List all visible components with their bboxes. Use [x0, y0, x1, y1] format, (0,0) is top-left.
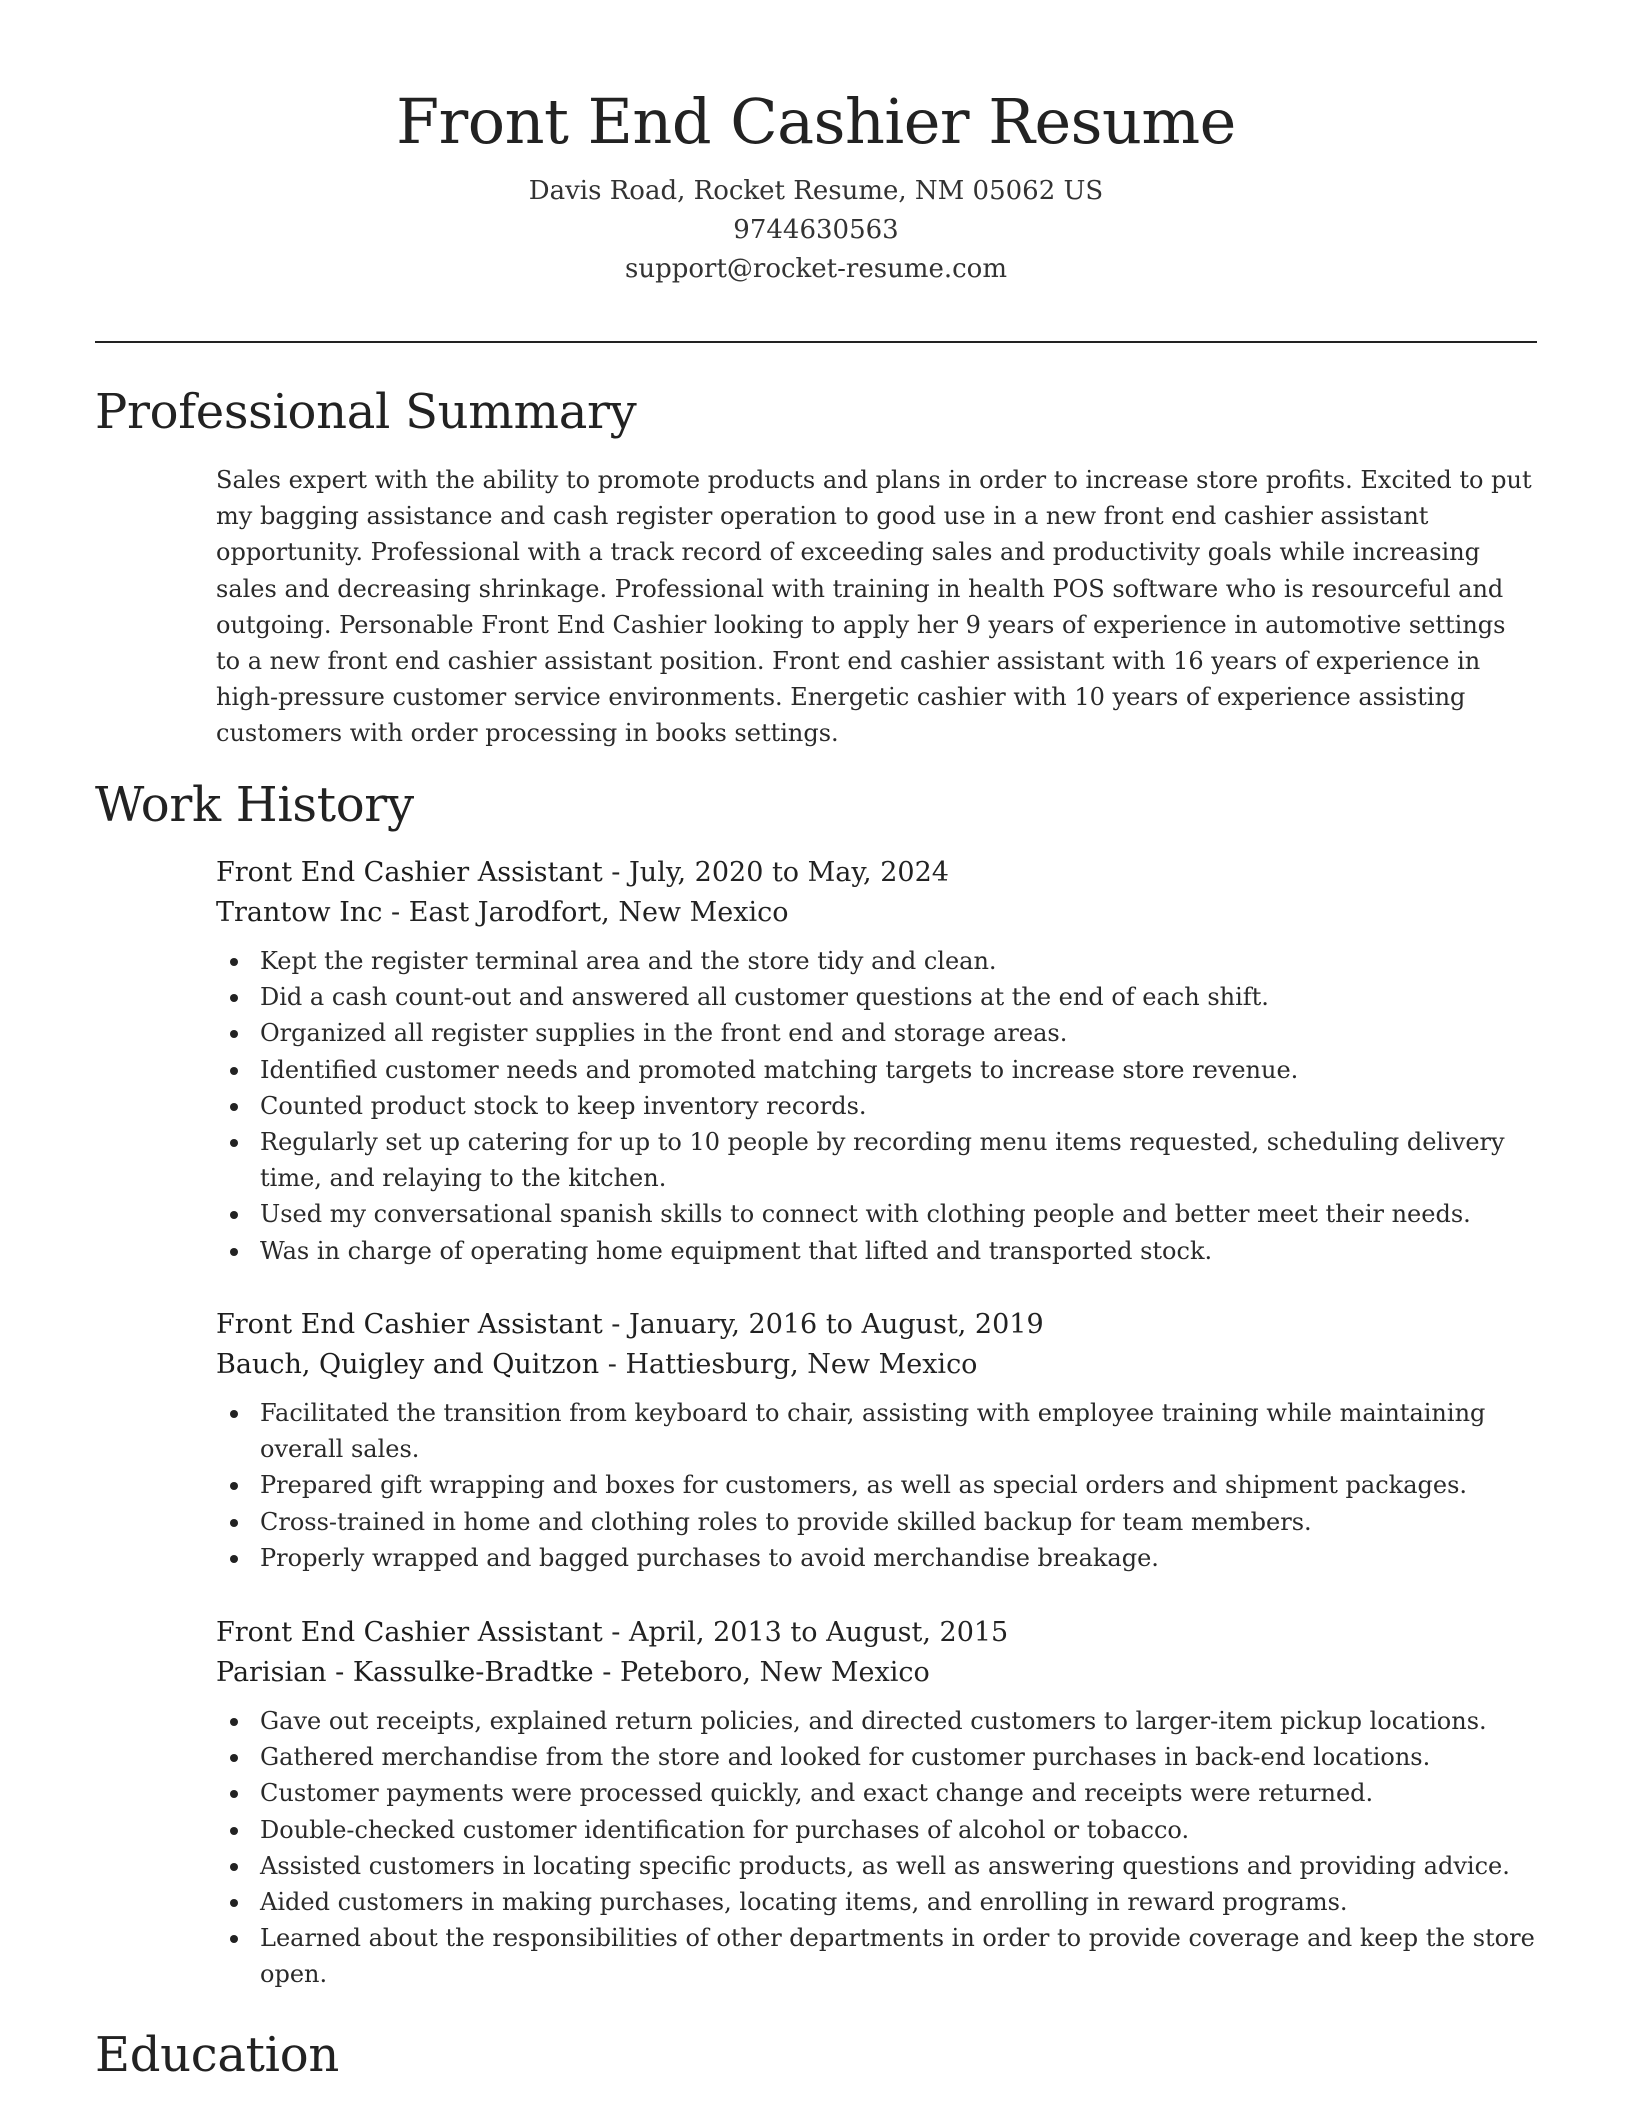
separator: -	[602, 1617, 629, 1648]
job-entry	[216, 1613, 1536, 1993]
job-bullet: Customer payments were processed quickly, and exact change and receipts were returned.	[216, 1775, 1536, 1811]
section-title-summary: Professional Summary	[95, 384, 637, 440]
job-bullets	[216, 943, 1536, 1269]
job-dates: April, 2013 to August, 2015	[628, 1617, 1009, 1648]
job-company: Parisian - Kassulke-Bradtke	[216, 1657, 594, 1688]
job-bullet: Learned about the responsibilities of other departments in order to provide coverage and keep the store open.	[216, 1920, 1536, 1992]
job-bullet: Cross-trained in home and clothing roles to provide skilled backup for team members.	[216, 1504, 1536, 1540]
section-title-education: Education	[95, 2027, 339, 2083]
contact-email: support@rocket-resume.com	[624, 254, 1007, 284]
job-bullet: Properly wrapped and bagged purchases to avoid merchandise breakage.	[216, 1540, 1536, 1576]
resume-header	[95, 82, 1537, 289]
job-bullet: Facilitated the transition from keyboard to chair, assisting with employee training while maintaining overall sales.	[216, 1395, 1536, 1467]
job-title: Front End Cashier Assistant	[216, 857, 603, 888]
job-location: East Jarodfort, New Mexico	[408, 897, 789, 928]
job-title: Front End Cashier Assistant	[216, 1309, 603, 1340]
job-bullet: Gathered merchandise from the store and looked for customer purchases in back-end locations.	[216, 1739, 1536, 1775]
job-company-line	[216, 893, 1536, 933]
job-bullets	[216, 1703, 1536, 1993]
job-title-line	[216, 853, 1536, 893]
job-company-line	[216, 1345, 1536, 1385]
job-bullets	[216, 1395, 1536, 1576]
job-dates: January, 2016 to August, 2019	[628, 1309, 1044, 1340]
job-bullet: Regularly set up catering for up to 10 people by recording menu items requested, scheduling delivery time, and relaying to the kitchen.	[216, 1124, 1536, 1196]
separator: -	[593, 1657, 620, 1688]
job-bullet: Kept the register terminal area and the store tidy and clean.	[216, 943, 1536, 979]
section-title-work-history: Work History	[95, 777, 414, 833]
resume-title: Front End Cashier Resume	[396, 85, 1236, 158]
job-bullet: Assisted customers in locating specific products, as well as answering questions and providing advice.	[216, 1848, 1536, 1884]
job-bullet: Used my conversational spanish skills to connect with clothing people and better meet their needs.	[216, 1196, 1536, 1232]
separator: -	[382, 897, 409, 928]
header-divider	[95, 341, 1537, 343]
separator: -	[602, 857, 629, 888]
job-bullet: Did a cash count-out and answered all customer questions at the end of each shift.	[216, 979, 1536, 1015]
contact-phone: 9744630563	[733, 215, 899, 245]
job-entry	[216, 1305, 1536, 1576]
job-company-line	[216, 1653, 1536, 1693]
job-bullet: Identified customer needs and promoted matching targets to increase store revenue.	[216, 1052, 1536, 1088]
separator: -	[602, 1309, 629, 1340]
job-company: Bauch, Quigley and Quitzon	[216, 1349, 600, 1380]
job-dates: July, 2020 to May, 2024	[628, 857, 949, 888]
separator: -	[599, 1349, 626, 1380]
job-bullet: Aided customers in making purchases, locating items, and enrolling in reward programs.	[216, 1884, 1536, 1920]
job-bullet: Double-checked customer identification for purchases of alcohol or tobacco.	[216, 1812, 1536, 1848]
job-company: Trantow Inc	[216, 897, 383, 928]
job-bullet: Was in charge of operating home equipment that lifted and transported stock.	[216, 1233, 1536, 1269]
job-location: Hattiesburg, New Mexico	[625, 1349, 978, 1380]
job-bullet: Counted product stock to keep inventory records.	[216, 1088, 1536, 1124]
contact-block	[95, 172, 1537, 289]
summary-text: Sales expert with the ability to promote products and plans in order to increase store profits. Excited to put my bagging assistance and cash register operation to good use in a new front end cashier assistant opportunity. Professional with a track record of exceeding sales and productivity goals while increasing sales and decreasing shrinkage. Professional with training in health POS software who is resourceful and outgoing. Personable Front End Cashier looking to apply her 9 years of experience in automotive settings to a new front end cashier assistant position. Front end cashier assistant with 16 years of experience in high-pressure customer service environments. Energetic cashier with 10 years of experience assisting customers with order processing in books settings.	[216, 466, 1532, 748]
job-title-line	[216, 1613, 1536, 1653]
job-title-line	[216, 1305, 1536, 1345]
job-bullet: Prepared gift wrapping and boxes for customers, as well as special orders and shipment packages.	[216, 1467, 1536, 1503]
job-bullet: Gave out receipts, explained return policies, and directed customers to larger-item pickup locations.	[216, 1703, 1536, 1739]
job-title: Front End Cashier Assistant	[216, 1617, 603, 1648]
contact-address: Davis Road, Rocket Resume, NM 05062 US	[528, 176, 1104, 206]
job-location: Peteboro, New Mexico	[619, 1657, 930, 1688]
summary-block	[216, 462, 1536, 752]
job-entry	[216, 853, 1536, 1269]
job-bullet: Organized all register supplies in the front end and storage areas.	[216, 1015, 1536, 1051]
